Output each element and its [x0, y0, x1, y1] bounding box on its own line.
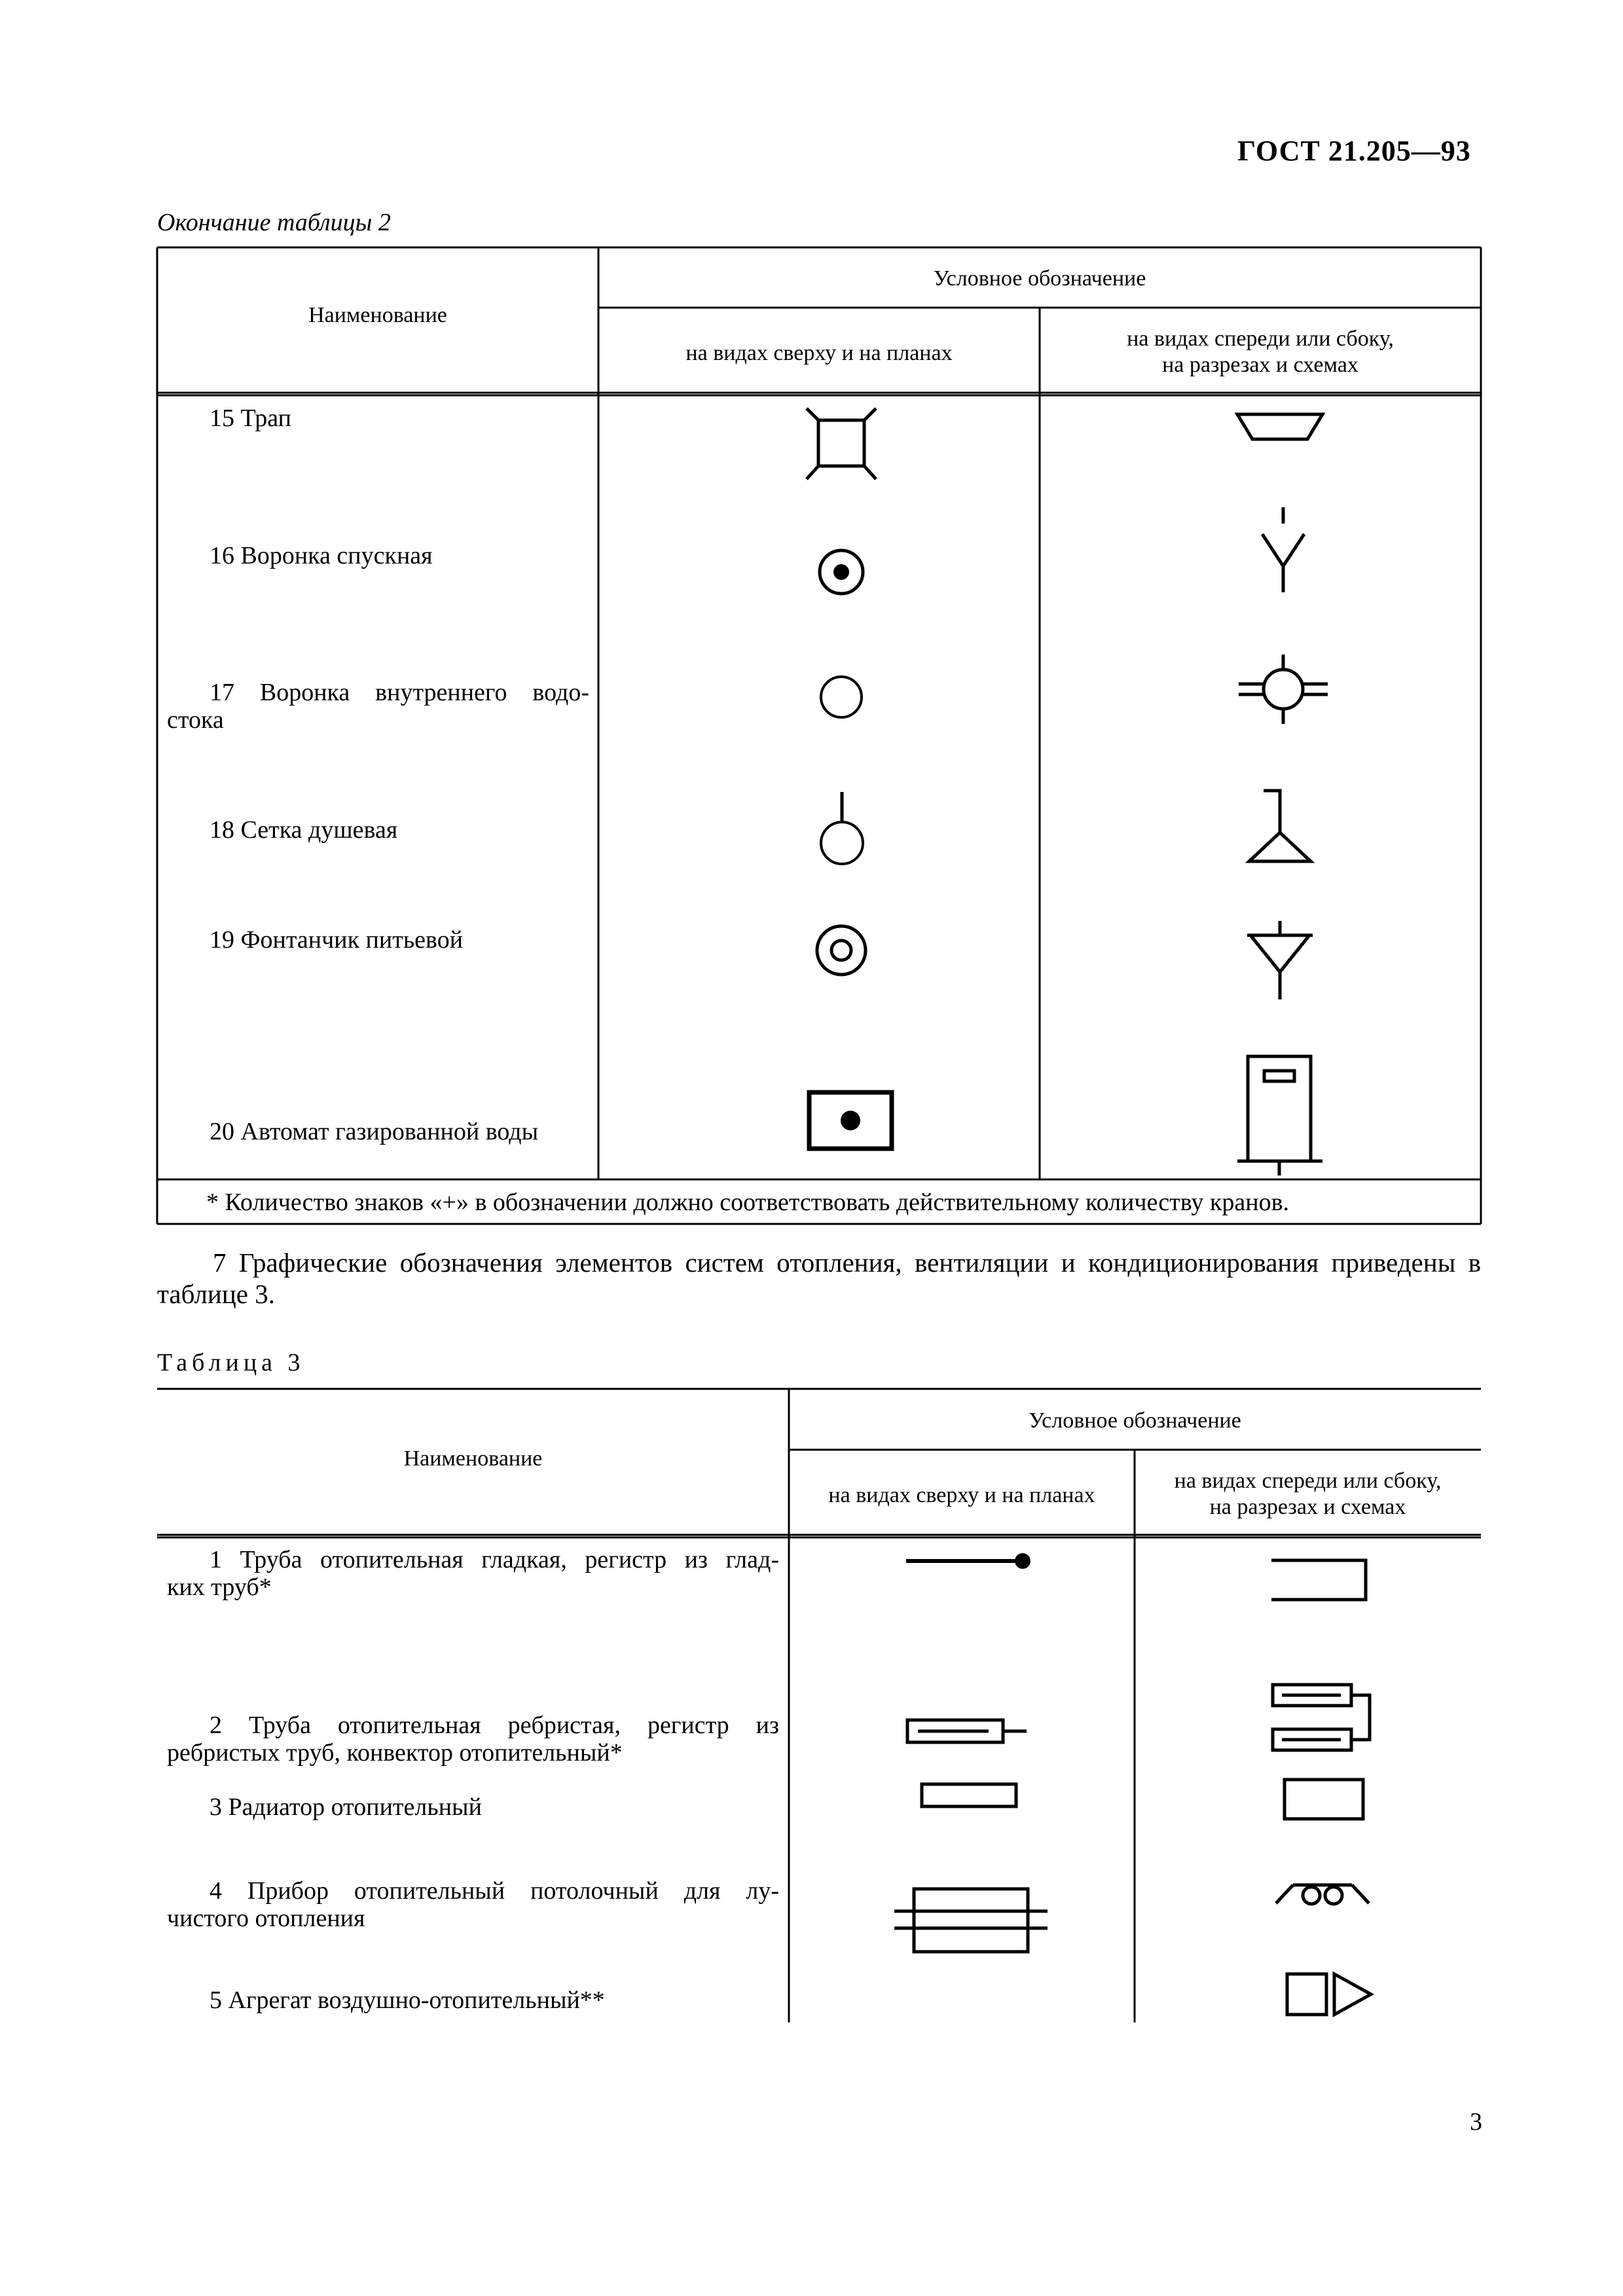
- drain-funnel-front-icon: [1257, 504, 1309, 596]
- t3-row-3-label: 3 Радиатор отопительный: [210, 1793, 482, 1821]
- t2-header-front-line1: на видах спереди или сбоку,: [1127, 327, 1394, 351]
- roof-drain-front-icon: [1237, 653, 1329, 725]
- t3-header-top: на видах сверху и на планах: [828, 1483, 1095, 1507]
- air-heater-front-icon: [1285, 1970, 1375, 2018]
- drain-funnel-plan-icon: [815, 546, 867, 598]
- t2-row-16-label: 16 Воронка спускная: [210, 542, 433, 569]
- drinking-fountain-front-icon: [1244, 920, 1316, 1001]
- t2-header-group: Условное обозначение: [933, 266, 1146, 291]
- t3-header-group: Условное обозначение: [1029, 1408, 1241, 1433]
- roof-drain-plan-icon: [818, 674, 864, 720]
- t3-row-2-line2: ребристых труб, конвектор отопительный*: [167, 1739, 623, 1767]
- t3-header-front-line2: на разрезах и схемах: [1209, 1495, 1406, 1519]
- t3-row-4-label: [167, 1877, 779, 1932]
- t3-row-4-line2: чистого отопления: [167, 1905, 365, 1932]
- smooth-pipe-front-icon: [1270, 1558, 1368, 1604]
- t3-row-1-line1: 1 Труба отопительная гладкая, регистр из глад-: [210, 1546, 779, 1573]
- drinking-fountain-plan-icon: [814, 923, 869, 978]
- t2-row-17-label: [167, 679, 589, 734]
- t3-row-4-line1: 4 Прибор отопительный потолочный для лу-: [210, 1877, 779, 1905]
- t2-row-18-label: 18 Сетка душевая: [210, 816, 398, 844]
- t3-row-2-line1: 2 Труба отопительная ребристая, регистр из: [210, 1712, 779, 1739]
- finned-pipe-plan-icon: [905, 1715, 1029, 1748]
- t2-row-17-line2: стока: [167, 706, 224, 734]
- t3-row-1-label: [167, 1546, 779, 1601]
- trap-plan-icon: [805, 407, 877, 480]
- finned-pipe-front-icon: [1270, 1681, 1375, 1755]
- t2-header-front-line2: на разрезах и схемах: [1162, 353, 1359, 377]
- soda-machine-front-icon: [1236, 1052, 1324, 1177]
- soda-machine-plan-icon: [807, 1090, 894, 1151]
- paragraph-7: 7 Графические обозначения элементов систем отопления, вентиляции и кондиционирования приведены в таблице 3.: [157, 1247, 1481, 1309]
- t2-header-name: Наименование: [308, 303, 447, 327]
- t2-footnote: * Количество знаков «+» в обозначении должно соответствовать действительному количеству кранов.: [206, 1189, 1290, 1216]
- radiator-front-icon: [1282, 1777, 1366, 1823]
- t2-row-15-label: 15 Трап: [210, 404, 291, 432]
- t2-row-20-label: 20 Автомат газированной воды: [210, 1118, 539, 1145]
- t2-header-front: [1040, 326, 1481, 378]
- t3-row-1-line2: ких труб*: [167, 1573, 272, 1601]
- t3-header-front-line1: на видах спереди или сбоку,: [1174, 1469, 1442, 1493]
- t3-header-front: [1135, 1468, 1481, 1520]
- table2-caption: Окончание таблицы 2: [157, 209, 391, 236]
- ceiling-heater-plan-icon: [892, 1885, 1050, 1956]
- t2-row-19-label: 19 Фонтанчик питьевой: [210, 926, 464, 954]
- t3-header-name: Наименование: [403, 1446, 543, 1471]
- trap-front-icon: [1234, 410, 1326, 443]
- document-code: ГОСТ 21.205—93: [1237, 135, 1471, 167]
- page-number: 3: [1470, 2108, 1482, 2136]
- t2-header-top: на видах сверху и на планах: [685, 341, 953, 365]
- radiator-plan-icon: [920, 1782, 1019, 1809]
- smooth-pipe-plan-icon: [903, 1551, 1034, 1571]
- t2-row-17-line1: 17 Воронка внутреннего водо-: [210, 679, 589, 706]
- table3-title: Таблица 3: [157, 1349, 305, 1376]
- ceiling-heater-front-icon: [1273, 1877, 1372, 1909]
- t3-row-5-label: 5 Агрегат воздушно-отопительный**: [210, 1986, 605, 2014]
- shower-head-plan-icon: [818, 792, 866, 867]
- shower-head-front-icon: [1244, 787, 1316, 867]
- t3-row-2-label: [167, 1712, 779, 1767]
